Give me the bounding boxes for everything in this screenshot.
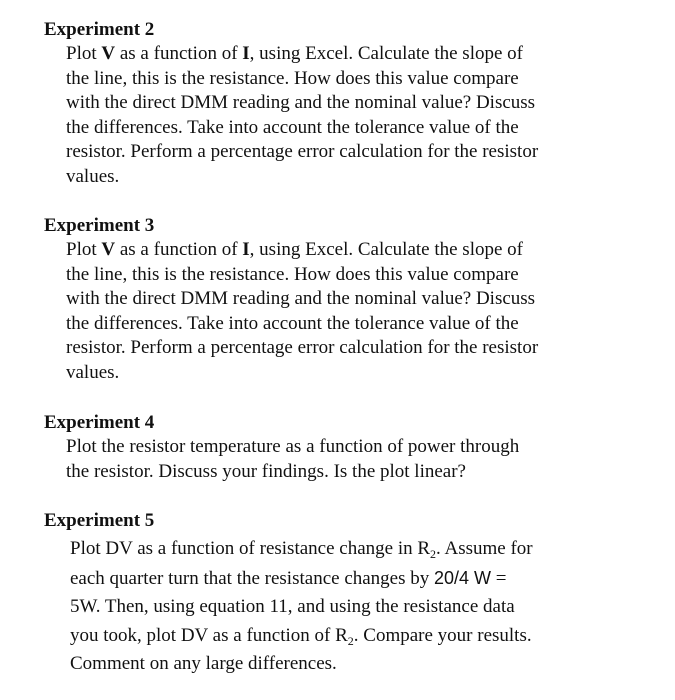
- body-line: Plot V as a function of I, using Excel. Calculate the slope of: [66, 239, 523, 260]
- body-line: the resistor. Discuss your findings. Is the plot linear?: [66, 460, 466, 482]
- experiment-5-heading: Experiment 5: [44, 510, 155, 531]
- experiment-2-body: [66, 42, 538, 190]
- body-line: values.: [66, 165, 120, 187]
- body-line: each quarter turn that the resistance changes by 20/4 W =: [70, 567, 507, 589]
- experiment-3-body: [66, 238, 538, 386]
- body-line: Comment on any large differences.: [70, 653, 337, 674]
- body-line: the line, this is the resistance. How does this value compare: [66, 263, 519, 285]
- body-line: 5W. Then, using equation 11, and using the resistance data: [70, 596, 515, 617]
- body-line: with the direct DMM reading and the nominal value? Discuss: [66, 92, 536, 114]
- experiment-4-heading: Experiment 4: [44, 412, 155, 433]
- body-line: Plot the resistor temperature as a function of power through: [66, 436, 520, 457]
- body-line: the differences. Take into account the tolerance value of the: [66, 312, 519, 334]
- body-line: with the direct DMM reading and the nominal value? Discuss: [66, 288, 536, 310]
- body-line: values.: [66, 361, 120, 383]
- body-line: Plot V as a function of I, using Excel. Calculate the slope of: [66, 43, 523, 64]
- body-line: resistor. Perform a percentage error calculation for the resistor: [66, 337, 539, 359]
- body-line: the line, this is the resistance. How does this value compare: [66, 67, 519, 89]
- experiment-4-body: [66, 435, 519, 484]
- body-line: the differences. Take into account the tolerance value of the: [66, 116, 519, 138]
- experiment-2-heading: Experiment 2: [44, 19, 155, 40]
- experiment-5-body: [70, 535, 533, 679]
- subscript: 2: [347, 633, 354, 648]
- subscript: 2: [430, 547, 437, 561]
- body-line: you took, plot DV as a function of $R_2$. Compare your results.: [70, 624, 532, 648]
- body-line: resistor. Perform a percentage error calculation for the resistor: [66, 141, 539, 163]
- experiment-3-heading: Experiment 3: [44, 215, 155, 236]
- body-line: Plot DV as a function of resistance change in $R_2$. Assume for: [70, 538, 533, 561]
